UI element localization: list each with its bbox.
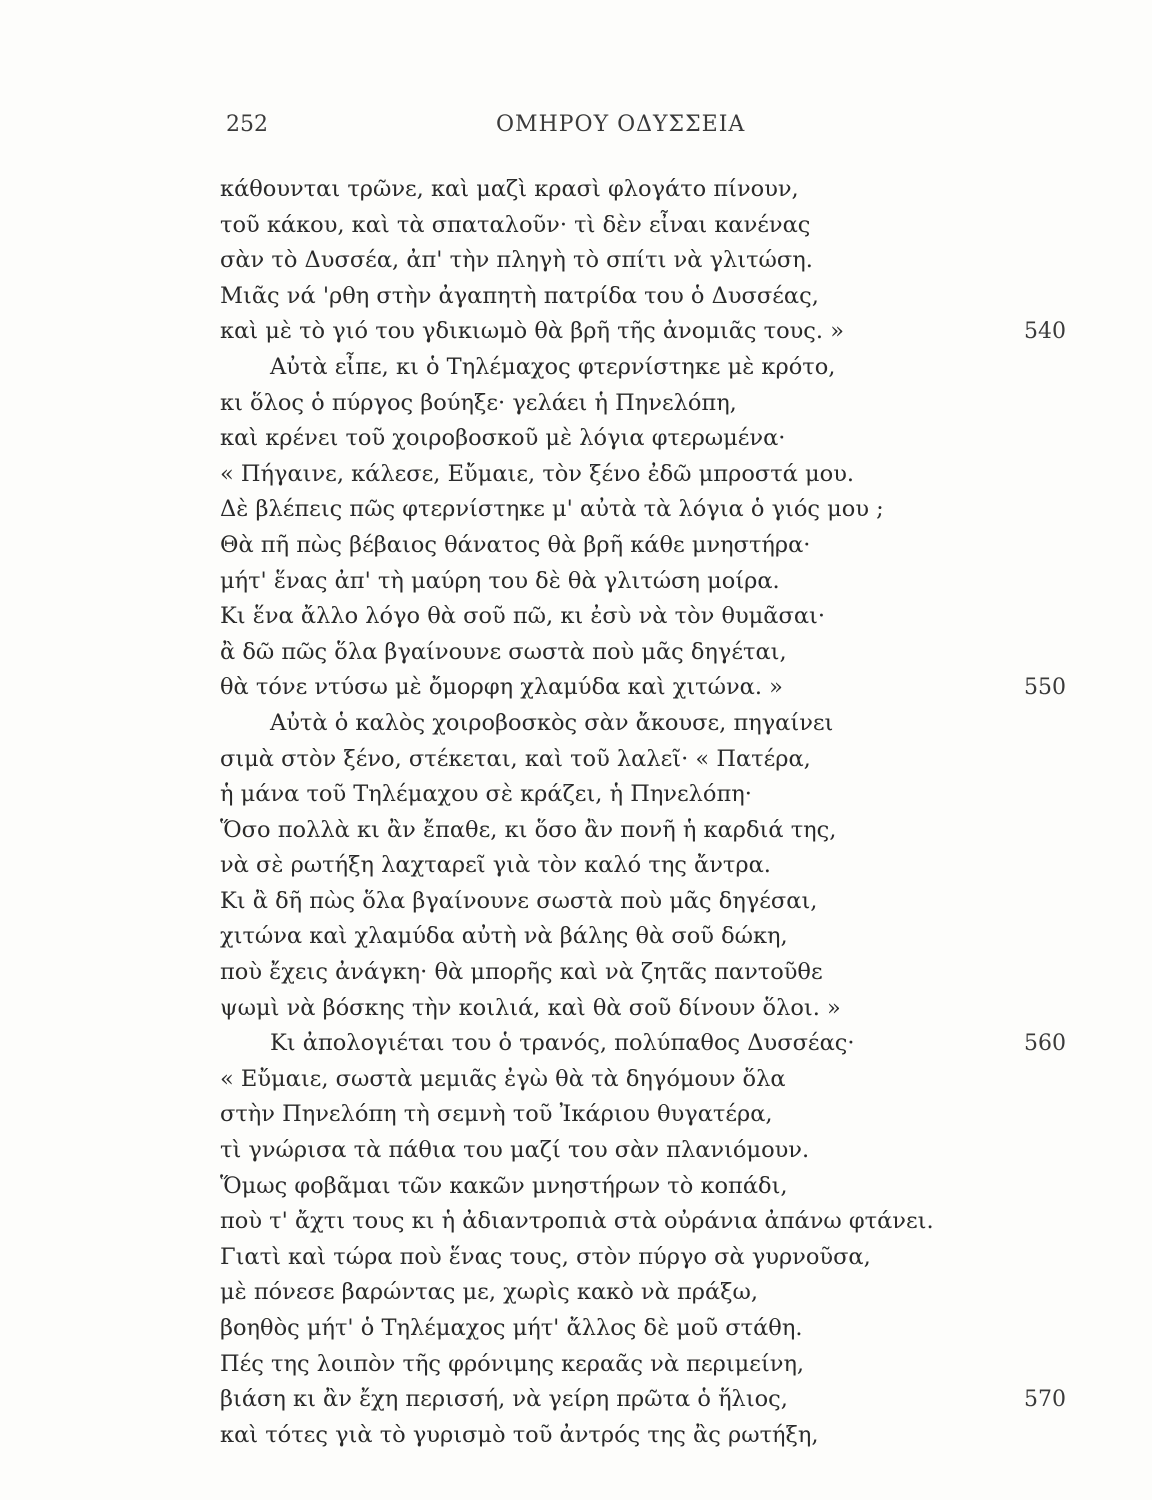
verse-line bbox=[220, 1026, 1080, 1062]
verse-line-text: « Πήγαινε, κάλεσε, Εὔμαιε, τὸν ξένο ἐδῶ μπροστά μου. bbox=[220, 460, 855, 487]
verse-line-text: καὶ μὲ τὸ γιό του γδικιωμὸ θὰ βρῆ τῆς ἀνομιᾶς τους. » bbox=[220, 318, 844, 345]
verse-line bbox=[220, 1347, 1080, 1383]
verse-line-text: ἡ μάνα τοῦ Τηλέμαχου σὲ κράζει, ἡ Πηνελόπη· bbox=[220, 781, 752, 808]
verse-line bbox=[220, 742, 1080, 778]
verse-line bbox=[220, 457, 1080, 493]
verse-line-text: βοηθὸς μήτ' ὁ Τηλέμαχος μήτ' ἄλλος δὲ μοῦ στάθη. bbox=[220, 1315, 803, 1341]
verse-line bbox=[220, 1097, 1080, 1133]
verse-line bbox=[220, 884, 1080, 920]
verse-line-text: Αὐτὰ εἶπε, κι ὁ Τηλέμαχος φτερνίστηκε μὲ κρότο, bbox=[270, 353, 836, 380]
verse-line bbox=[220, 919, 1080, 955]
verse-line-text: νὰ σὲ ρωτήξη λαχταρεῖ γιὰ τὸν καλό της ἄντρα. bbox=[220, 852, 771, 879]
verse-line bbox=[220, 564, 1080, 600]
verse-line-text: Κι ἕνα ἄλλο λόγο θὰ σοῦ πῶ, κι ἐσὺ νὰ τὸν θυμᾶσαι· bbox=[220, 603, 826, 630]
verse-line bbox=[220, 172, 1080, 208]
verse-line bbox=[220, 813, 1080, 849]
line-number: 540 bbox=[1024, 319, 1066, 345]
verse-line-text: κι ὅλος ὁ πύργος βούηξε· γελάει ἡ Πηνελόπη, bbox=[220, 389, 737, 416]
verse-line bbox=[220, 1062, 1080, 1098]
verse-line bbox=[220, 1382, 1080, 1418]
page-header bbox=[226, 112, 1066, 146]
verse-line bbox=[220, 1169, 1080, 1205]
verse-line-text: στὴν Πηνελόπη τὴ σεμνὴ τοῦ Ἰκάριου θυγατέρα, bbox=[220, 1101, 773, 1128]
verse-line-text: τοῦ κάκου, καὶ τὰ σπαταλοῦν· τὶ δὲν εἶναι κανένας bbox=[220, 211, 811, 238]
verse-line-text: Πές της λοιπὸν τῆς φρόνιμης κεραᾶς νὰ περιμείνη, bbox=[220, 1350, 805, 1377]
verse-line-text: κάθουνται τρῶνε, καὶ μαζὶ κρασὶ φλογάτο πίνουν, bbox=[220, 176, 799, 202]
verse-line-text: βιάση κι ἂν ἔχη περισσή, νὰ γείρη πρῶτα ὁ ἥλιος, bbox=[220, 1386, 788, 1413]
verse-line bbox=[220, 599, 1080, 635]
verse-line bbox=[220, 314, 1080, 350]
verse-line-text: Ὅμως φοβᾶμαι τῶν κακῶν μνηστήρων τὸ κοπάδι, bbox=[220, 1172, 788, 1199]
verse-line bbox=[220, 635, 1080, 671]
verse-line-text: Θὰ πῆ πὼς βέβαιος θάνατος θὰ βρῆ κάθε μνηστήρα· bbox=[220, 531, 811, 558]
verse-line-text: χιτώνα καὶ χλαμύδα αὐτὴ νὰ βάλης θὰ σοῦ δώκη, bbox=[220, 923, 788, 950]
verse-line bbox=[220, 1240, 1080, 1276]
verse-block bbox=[220, 172, 1080, 1453]
verse-line bbox=[220, 1204, 1080, 1240]
verse-line-text: ἂ δῶ πῶς ὅλα βγαίνουνε σωστὰ ποὺ μᾶς δηγέται, bbox=[220, 638, 787, 665]
verse-line bbox=[220, 955, 1080, 991]
verse-line-text: μήτ' ἕνας ἀπ' τὴ μαύρη του δὲ θὰ γλιτώση μοίρα. bbox=[220, 567, 780, 594]
verse-line-text: « Εὔμαιε, σωστὰ μεμιᾶς ἐγὼ θὰ τὰ δηγόμουν ὅλα bbox=[220, 1065, 786, 1092]
verse-line-text: καὶ κρένει τοῦ χοιροβοσκοῦ μὲ λόγια φτερωμένα· bbox=[220, 425, 786, 452]
verse-line bbox=[220, 706, 1080, 742]
verse-line-text: Μιᾶς νά 'ρθη στὴν ἀγαπητὴ πατρίδα του ὁ Δυσσέας, bbox=[220, 282, 819, 309]
verse-line-text: Δὲ βλέπεις πῶς φτερνίστηκε μ' αὐτὰ τὰ λόγια ὁ γιός μου ; bbox=[220, 496, 884, 523]
line-number: 570 bbox=[1024, 1387, 1066, 1413]
verse-line-text: Ὅσο πολλὰ κι ἂν ἔπαθε, κι ὅσο ἂν πονῆ ἡ καρδιά της, bbox=[220, 816, 837, 843]
verse-line-text: Γιατὶ καὶ τώρα ποὺ ἕνας τους, στὸν πύργο σὰ γυρνοῦσα, bbox=[220, 1243, 871, 1270]
line-number: 550 bbox=[1024, 675, 1066, 701]
verse-line-text: θὰ τόνε ντύσω μὲ ὄμορφη χλαμύδα καὶ χιτώνα. » bbox=[220, 674, 783, 701]
verse-line bbox=[220, 208, 1080, 244]
page-number: 252 bbox=[226, 112, 268, 137]
line-number: 560 bbox=[1024, 1031, 1066, 1057]
verse-line bbox=[220, 848, 1080, 884]
verse-line bbox=[220, 777, 1080, 813]
verse-line-text: τὶ γνώρισα τὰ πάθια του μαζί του σὰν πλανιόμουν. bbox=[220, 1137, 810, 1164]
verse-line bbox=[220, 350, 1080, 386]
verse-line bbox=[220, 670, 1080, 706]
verse-line-text: ποὺ τ' ἄχτι τους κι ἡ ἀδιαντροπιὰ στὰ οὐράνια ἀπάνω φτάνει. bbox=[220, 1208, 934, 1235]
verse-line bbox=[220, 421, 1080, 457]
verse-line-text: Κι ἀπολογιέται του ὁ τρανός, πολύπαθος Δυσσέας· bbox=[270, 1030, 855, 1057]
verse-line bbox=[220, 386, 1080, 422]
verse-line bbox=[220, 1275, 1080, 1311]
verse-line-text: μὲ πόνεσε βαρώντας με, χωρὶς κακὸ νὰ πράξω, bbox=[220, 1279, 759, 1306]
verse-line bbox=[220, 279, 1080, 315]
verse-line bbox=[220, 243, 1080, 279]
verse-line-text: σιμὰ στὸν ξένο, στέκεται, καὶ τοῦ λαλεῖ· « Πατέρα, bbox=[220, 745, 811, 772]
verse-line-text: ποὺ ἔχεις ἀνάγκη· θὰ μπορῆς καὶ νὰ ζητᾶς παντοῦθε bbox=[220, 959, 823, 986]
verse-line-text: καὶ τότες γιὰ τὸ γυρισμὸ τοῦ ἀντρός της ἂς ρωτήξη, bbox=[220, 1421, 819, 1448]
verse-line bbox=[220, 1133, 1080, 1169]
verse-line bbox=[220, 492, 1080, 528]
verse-line bbox=[220, 991, 1080, 1027]
verse-line-text: Αὐτὰ ὁ καλὸς χοιροβοσκὸς σὰν ἄκουσε, πηγαίνει bbox=[270, 709, 834, 736]
verse-line-text: ψωμὶ νὰ βόσκης τὴν κοιλιά, καὶ θὰ σοῦ δίνουν ὅλοι. » bbox=[220, 994, 841, 1021]
verse-line bbox=[220, 1418, 1080, 1454]
running-title: ΟΜΗΡΟΥ ΟΔΥΣΣΕΙΑ bbox=[496, 112, 746, 137]
verse-line bbox=[220, 1311, 1080, 1347]
verse-line-text: σὰν τὸ Δυσσέα, ἀπ' τὴν πληγὴ τὸ σπίτι νὰ γλιτώση. bbox=[220, 247, 813, 274]
verse-line-text: Κι ἂ δῆ πὼς ὅλα βγαίνουνε σωστὰ ποὺ μᾶς δηγέσαι, bbox=[220, 887, 818, 914]
verse-line bbox=[220, 528, 1080, 564]
